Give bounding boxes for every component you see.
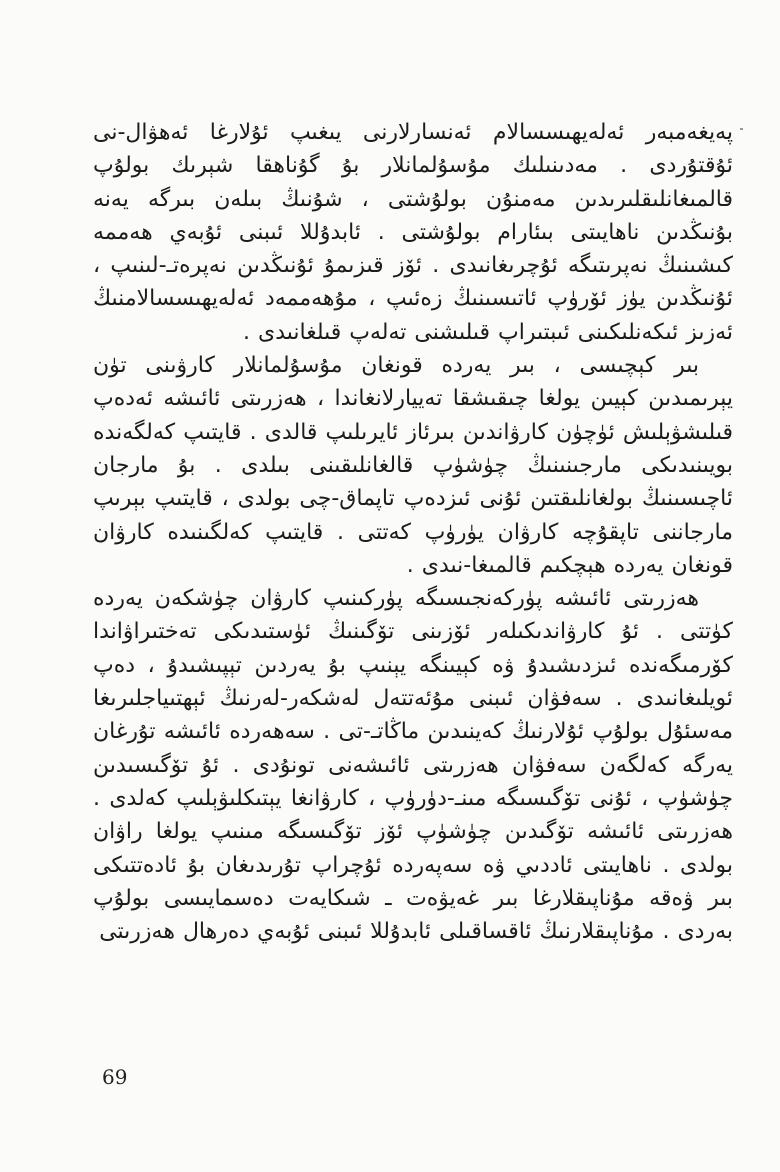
- paragraph-3: ھەزرىتى ئائىشە پۈركەنجىسىگە پۈركىنىپ كارۋان چۈشكەن يەردە كۈتتى . ئۇ كارۋاندىكىلەر ئۆزىنى تۆگىنىڭ ئۈستىدىكى تەختىراۋاندا كۆرمىگەندە ئىزدىشىدۇ ۋە كېيىنگە يېنىپ بۇ يەردىن تېپىشىدۇ ، دەپ ئويلىغانىدى . سەفۋان ئىبنى مۇئەتتەل لەشكەر-لەرنىڭ ئېھتىياجلىرىغا مەسئۇل بولۇپ ئۇلارنىڭ كەينىدىن ماڭاتـ-تى . سەھەردە ئائىشە تۇرغان يەرگە كەلگەن سەفۋان ھەزرىتى ئائىشەنى تونۇدى . ئۇ تۆگىسىدىن چۈشۈپ ، ئۇنى تۆگىسىگە مىنـ-دۈرۈپ ، كارۋانغا يېتىكلىۋېلىپ كەلدى . ھەزرىتى ئائىشە تۆگىدىن چۈشۈپ ئۆز تۆگىسىگە مىنىپ يولغا راۋان بولدى . ناھايىتى ئاددىي ۋە سەپەردە ئۇچراپ تۇرىدىغان بۇ ئادەتتىكى بىر ۋەقە مۇناپىقلارغا بىر غەيۋەت ـ شىكايەت دەسمايىسى بولۇپ بەردى . مۇناپىقلارنىڭ ئاقساقىلى ئابدۇللا ئىبنى ئۇبەي دەرھال ھەزرىتى: [93, 586, 733, 945]
- paragraph-2: بىر كېچىسى ، بىر يەردە قونغان مۇسۇلمانلار كارۋىنى تۈن يېرىمىدىن كېيىن يولغا چىقىشقا تەييارلانغاندا ، ھەزرىتى ئائىشە ئەدەپ قىلىشۋېلىش ئۈچۈن كارۋاندىن بىرئاز ئايرىلىپ قالدى . قايتىپ كەلگەندە بويىنىدىكى مارجىنىنىڭ چۈشۈپ قالغانلىقىنى بىلدى . بۇ مارجان ئاچىسىنىڭ بولغانلىقتىن ئۇنى ئىزدەپ تاپماق-چى بولدى ، قايتىپ بېرىپ مارجاننى تاپقۇچە كارۋان يۈرۈپ كەتتى . قايتىپ كەلگىنىدە كارۋان قونغان يەردە ھېچكىم قالمىغا-نىدى .: [93, 353, 733, 578]
- paragraph-1: پەيغەمبەر ئەلەيھىسسالام ئەنسارلارنى يىغىپ ئۇلارغا ئەھۋال-نى ئۇقتۇردى . مەدىنىلىك مۇسۇلمانلار بۇ گۇناھقا شېرىك بولۇپ قالمىغانلىقلىرىدىن مەمنۇن بولۇشتى ، شۇنىڭ بىلەن بىرگە يەنە بۇنىڭدىن ناھايىتى بىئارام بولۇشتى . ئابدۇللا ئىبنى ئۇبەي ھەممە كىشىنىڭ نەپرىتىگە ئۇچرىغانىدى . ئۆز قىزىمۇ ئۇنىڭدىن نەپرەتـ-لىنىپ ، ئۇنىڭدىن يۈز ئۆرۈپ ئاتىسىنىڭ زەئىپ ، مۇھەممەد ئەلەيھىسسالامنىڭ ئەزىز ئىكەنلىكىنى ئىبتىراپ قىلىشنى تەلەپ قىلغانىدى .: [93, 120, 733, 345]
- body-text: [93, 116, 733, 948]
- scan-speck: [740, 128, 743, 130]
- page-number: 69: [102, 1065, 128, 1089]
